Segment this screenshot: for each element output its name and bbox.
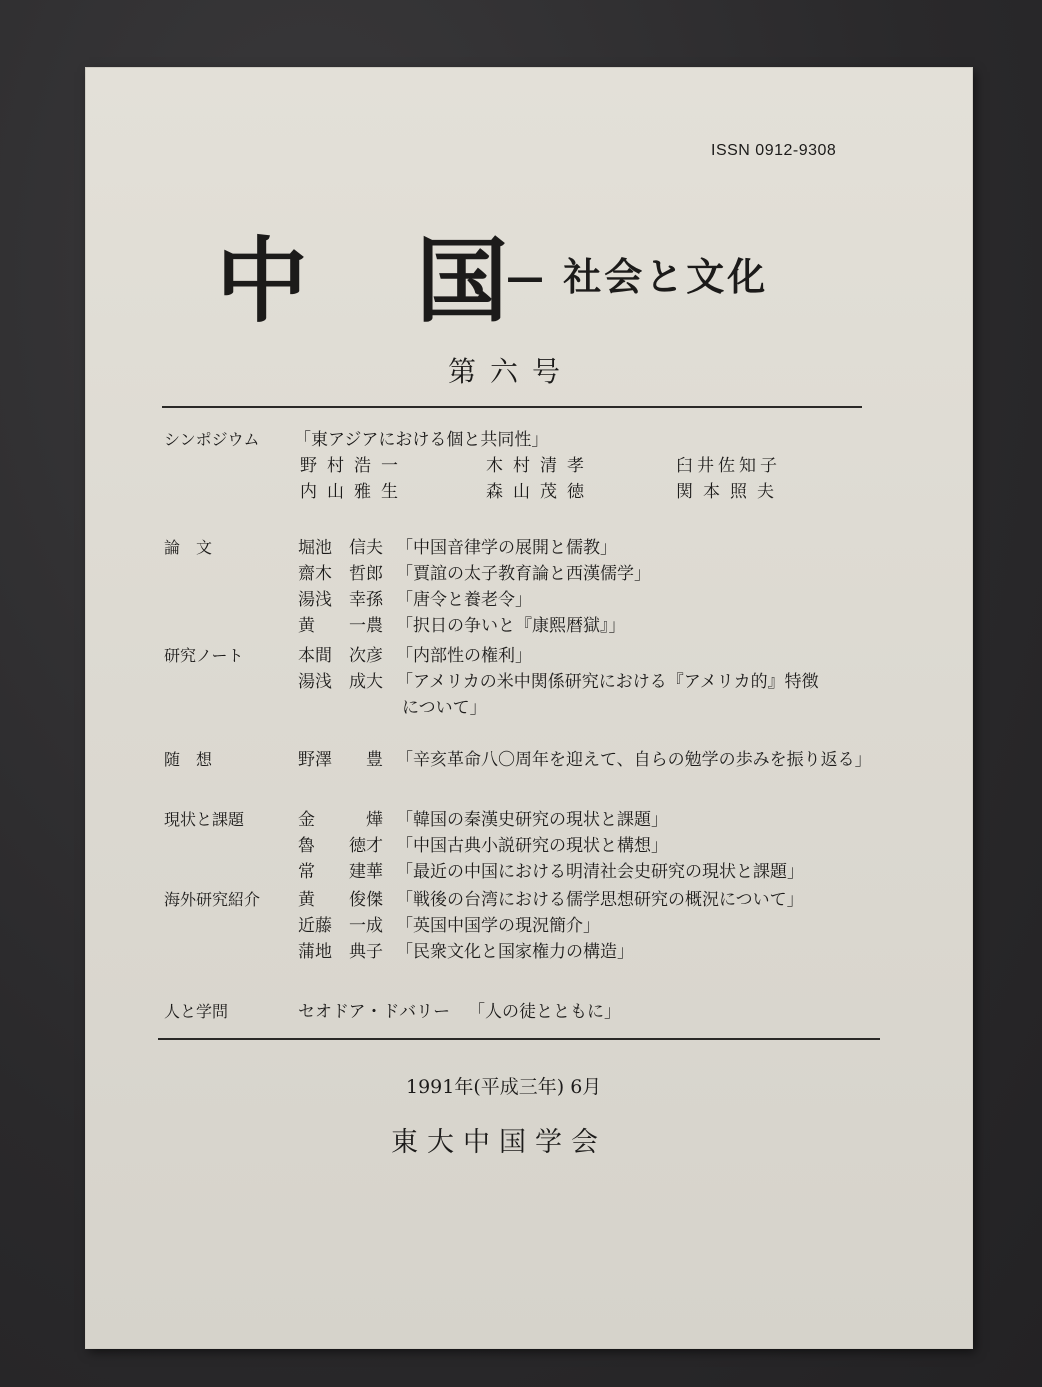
article-title: 「辛亥革命八〇周年を迎えて、自らの勉学の歩みを振り返る」 — [396, 750, 872, 770]
article-title: 「内部性の権利」 — [396, 646, 532, 666]
issue-number: 第六号 — [448, 355, 575, 388]
bottom-divider — [158, 1038, 880, 1040]
symposium-title: 「東アジアにおける個と共同性」 — [294, 430, 549, 450]
panelist: 森山茂徳 — [486, 482, 594, 502]
category-label: 随 想 — [164, 750, 213, 769]
panelist: 野村浩一 — [300, 456, 408, 476]
author: 黄 俊傑 — [298, 890, 383, 910]
publication-date: 1991年(平成三年) 6月 — [406, 1076, 602, 1098]
article-title: 「賈誼の太子教育論と西漢儒学」 — [396, 564, 651, 584]
author: 齋木 哲郎 — [298, 564, 383, 584]
article-title: 「人の徒とともに」 — [468, 1002, 621, 1022]
author: 堀池 信夫 — [298, 538, 383, 558]
author: 蒲地 典子 — [298, 942, 383, 962]
author: セオドア・ドバリー — [298, 1002, 451, 1022]
author: 金 燁 — [298, 810, 383, 830]
category-label: 人と学問 — [164, 1002, 229, 1021]
author: 魯 徳才 — [298, 836, 383, 856]
article-title: 「唐令と養老令」 — [396, 590, 532, 610]
article-title: 「中国音律学の展開と儒教」 — [396, 538, 617, 558]
article-title: 「英国中国学の現況簡介」 — [396, 916, 600, 936]
author: 湯浅 成大 — [298, 672, 383, 692]
author: 湯浅 幸孫 — [298, 590, 383, 610]
category-label: 研究ノート — [164, 646, 244, 665]
category-label: 論 文 — [164, 538, 213, 557]
journal-title: 中 国 — [216, 227, 547, 335]
author: 野澤 豊 — [298, 750, 383, 770]
article-title: 「択日の争いと『康熙暦獄』」 — [396, 616, 626, 636]
issn: ISSN 0912-9308 — [711, 142, 837, 159]
author: 黄 一農 — [298, 616, 383, 636]
panelist: 関本照夫 — [676, 482, 784, 502]
category-label: 海外研究紹介 — [164, 890, 261, 909]
author: 本間 次彦 — [298, 646, 383, 666]
panelist: 内山雅生 — [300, 482, 408, 502]
article-title: 「アメリカの米中関係研究における『アメリカ的』特徴 — [396, 672, 819, 692]
publisher: 東大中国学会 — [391, 1127, 607, 1158]
top-divider — [162, 406, 862, 408]
category-label: シンポジウム — [164, 430, 260, 449]
panelist: 臼井佐知子 — [676, 456, 781, 476]
journal-subtitle: — 社会と文化 — [506, 254, 769, 299]
author: 常 建華 — [298, 862, 383, 882]
category-label: 現状と課題 — [164, 810, 245, 829]
article-title: 「戦後の台湾における儒学思想研究の概況について」 — [396, 890, 804, 910]
article-title: 「民衆文化と国家権力の構造」 — [396, 942, 634, 962]
article-title: 「中国古典小説研究の現状と構想」 — [396, 836, 668, 856]
article-title: 「韓国の秦漢史研究の現状と課題」 — [396, 810, 668, 830]
journal-cover — [86, 68, 972, 1348]
author: 近藤 一成 — [298, 916, 383, 936]
panelist: 木村清孝 — [486, 456, 594, 476]
article-title: について」 — [402, 698, 487, 718]
article-title: 「最近の中国における明清社会史研究の現状と課題」 — [396, 862, 804, 882]
